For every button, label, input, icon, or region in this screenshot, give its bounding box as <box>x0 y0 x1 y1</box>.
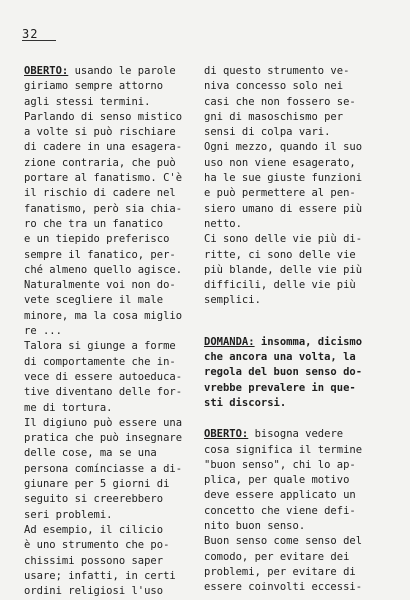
text-line: comodo, per evitare dei <box>204 550 350 563</box>
speaker-label: OBERTO: <box>24 65 69 77</box>
text-fragment: bisogna vedere <box>248 428 344 441</box>
text-line <box>204 335 370 350</box>
text-line: nito buon senso. <box>204 520 306 533</box>
text-line: Buon senso come senso del <box>204 535 363 548</box>
paragraph-oberto-intro <box>24 64 189 110</box>
text-line: di questo strumento ve- <box>204 65 350 77</box>
text-line: tive diventano delle for- <box>24 386 183 399</box>
text-line: Naturalmente voi non do- <box>24 279 176 292</box>
text-fragment: usando le parole <box>68 65 176 77</box>
text-line: ritte, ci sono delle vie <box>204 248 356 261</box>
text-line: ordini religiosi l'uso <box>24 585 164 598</box>
text-line: Ogni mezzo, quando il suo <box>204 141 363 154</box>
text-line: pratica che può insegnare <box>24 432 183 445</box>
text-line: e può permettere al pen- <box>204 187 356 200</box>
text-line: sensi di colpa vari. <box>204 126 331 139</box>
text-line: delle cose, ma se una <box>24 447 157 460</box>
text-line: Il digiuno può essere una <box>24 416 183 429</box>
text-line: concetto che viene defi- <box>204 504 356 517</box>
text-line: vrebbe prevalere in que- <box>204 381 356 394</box>
paragraph-cilicio <box>24 523 189 599</box>
text-line: essere coinvolti eccessi- <box>204 581 363 594</box>
text-line: deve essere applicato un <box>204 489 356 502</box>
text-line: "buon senso", chi lo ap- <box>204 458 356 471</box>
text-line: semplici. <box>204 294 261 307</box>
text-line: Ad esempio, il cilicio <box>24 523 164 536</box>
text-line: sempre il fanatico, per- <box>24 248 176 261</box>
text-line: re ... <box>24 325 62 338</box>
text-line: netto. <box>204 217 242 230</box>
text-line: sti discorsi. <box>204 396 287 409</box>
text-line <box>204 427 370 442</box>
text-line: Ci sono delle vie più di- <box>204 233 363 246</box>
speaker-label: OBERTO: <box>204 428 249 441</box>
text-line: Parlando di senso mistico <box>24 110 183 123</box>
text-line: di comportamente che in- <box>24 355 176 368</box>
text-line: difficili, delle vie più <box>204 279 356 292</box>
text-line: persona comínciasse a di- <box>24 462 183 475</box>
text-line: siero umano di essere più <box>204 202 363 215</box>
paragraph-domanda <box>204 335 370 411</box>
left-column <box>24 64 189 599</box>
text-line: che ancora una volta, la <box>204 351 356 364</box>
paragraph-comodo <box>204 534 370 595</box>
text-line: a volte si può rischiare <box>24 126 176 139</box>
right-column <box>204 64 370 596</box>
text-fragment: insomma, dicismo <box>254 335 363 348</box>
text-line: niva concesso solo nei <box>204 80 344 93</box>
text-line: più blande, delle vie più <box>204 263 363 276</box>
text-line: di cadere in una esagera- <box>24 141 183 154</box>
text-line: ro che tra un fanatico <box>24 217 164 230</box>
text-line: uso non viene esagerato, <box>204 156 356 169</box>
text-line: seguito si creerebbero <box>24 493 164 506</box>
page-number: 32 <box>22 28 56 41</box>
text-line: plica, per quale motivo <box>204 474 350 487</box>
paragraph-forme-comportamento <box>24 339 189 415</box>
text-line: giunare per 5 giorni di <box>24 478 170 491</box>
speaker-label: DOMANDA: <box>204 335 255 348</box>
text-line: fanatismo, però sia chia- <box>24 202 183 215</box>
text-line: seri problemi. <box>24 508 113 521</box>
text-line: problemi, per evitare di <box>204 565 356 578</box>
text-line: cosa significa il termine <box>204 443 363 456</box>
text-line: gni di masoschismo per <box>204 110 344 123</box>
text-line: minore, ma la cosa miglio <box>24 309 183 322</box>
paragraph-ogni-mezzo <box>204 140 370 232</box>
text-line: e un tiepido preferisco <box>24 233 170 246</box>
text-line: giriamo sempre attorno <box>24 80 164 93</box>
paragraph-oberto-buon-senso <box>204 427 370 534</box>
paragraph-strumento <box>204 64 370 140</box>
paragraph-vie <box>204 232 370 308</box>
text-line <box>24 64 189 79</box>
text-line: ha le sue giuste funzioni <box>204 172 363 185</box>
text-line: Talora si giunge a forme <box>24 340 176 353</box>
text-line: casi che non fossero se- <box>204 95 356 108</box>
text-line: chissimi possono saper <box>24 554 164 567</box>
text-line: ché almeno quello agisce. <box>24 263 183 276</box>
text-line: me di tortura. <box>24 401 113 414</box>
text-line: usare; infatti, in certi <box>24 569 176 582</box>
text-line: zione contraria, che può <box>24 156 176 169</box>
paragraph-senso-mistico <box>24 110 189 339</box>
paragraph-digiuno <box>24 416 189 523</box>
text-line: vete scegliere il male <box>24 294 164 307</box>
text-line: vece di essere autoeduca- <box>24 370 183 383</box>
text-line: è uno strumento che po- <box>24 539 170 552</box>
text-line: portare al fanatismo. C'è <box>24 172 183 185</box>
text-line: agli stessi termini. <box>24 95 151 108</box>
text-line: il rischio di cadere nel <box>24 187 176 200</box>
text-line: regola del buon senso do- <box>204 366 363 379</box>
